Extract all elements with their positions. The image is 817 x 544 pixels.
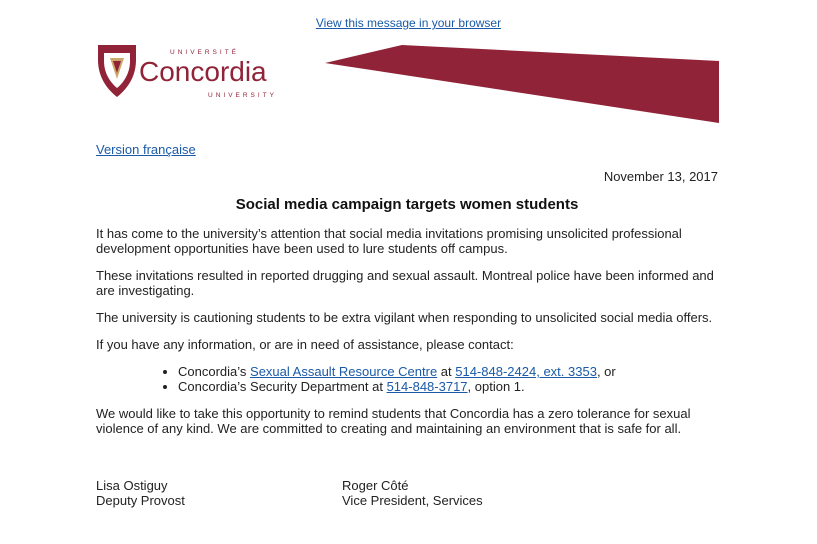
header-banner [322, 44, 722, 131]
signature-name: Lisa Ostiguy [96, 478, 168, 493]
signature-name: Roger Côté [342, 478, 409, 493]
headline: Social media campaign targets women students [235, 196, 579, 213]
logo-top-text: UNIVERSITÉ [170, 49, 240, 56]
date: November 13, 2017 [603, 169, 718, 184]
signature-cote [342, 478, 483, 508]
paragraph-4: If you have any information, or are in need of assistance, please contact: [96, 337, 514, 352]
contact-list [96, 364, 721, 394]
sarc-phone-link[interactable]: 514-848-2424, ext. 3353 [455, 364, 597, 379]
sarc-link[interactable]: Sexual Assault Resource Centre [250, 364, 438, 379]
paragraph-3: The university is cautioning students to be extra vigilant when responding to unsolicited social media offers. [96, 310, 713, 325]
concordia-logo [96, 44, 311, 100]
view-in-browser-link[interactable]: View this message in your browser [315, 16, 502, 30]
shield-icon [98, 45, 136, 97]
contact-item-sarc: • Concordia’s Sexual Assault Resource Centre at 514-848-2424, ext. 3353, or [178, 364, 721, 379]
logo-name: Concordia [139, 56, 267, 87]
paragraph-5: We would like to take this opportunity to remind students that Concordia has a zero tolerance for sexual violence of any kind. We are committed to creating and maintaining an environment that is safe for all. [96, 406, 691, 436]
logo-bottom-text: UNIVERSITY [208, 92, 278, 99]
version-francaise-link[interactable]: Version française [96, 142, 196, 157]
view-in-browser-container [0, 16, 817, 30]
message-body [96, 226, 721, 448]
paragraph-1: It has come to the university’s attention that social media invitations promising unsolicited professional development opportunities have been used to lure students off campus. [96, 226, 682, 256]
contact-item-security: • Concordia’s Security Department at 514-848-3717, option 1. [178, 379, 721, 394]
signature-ostiguy [96, 478, 185, 508]
security-phone-link[interactable]: 514-848-3717 [386, 379, 468, 394]
signature-title: Deputy Provost [96, 493, 185, 508]
paragraph-2: These invitations resulted in reported drugging and sexual assault. Montreal police have been informed and are investigating. [96, 268, 714, 298]
signature-title: Vice President, Services [342, 493, 483, 508]
version-francaise-container [96, 142, 196, 157]
